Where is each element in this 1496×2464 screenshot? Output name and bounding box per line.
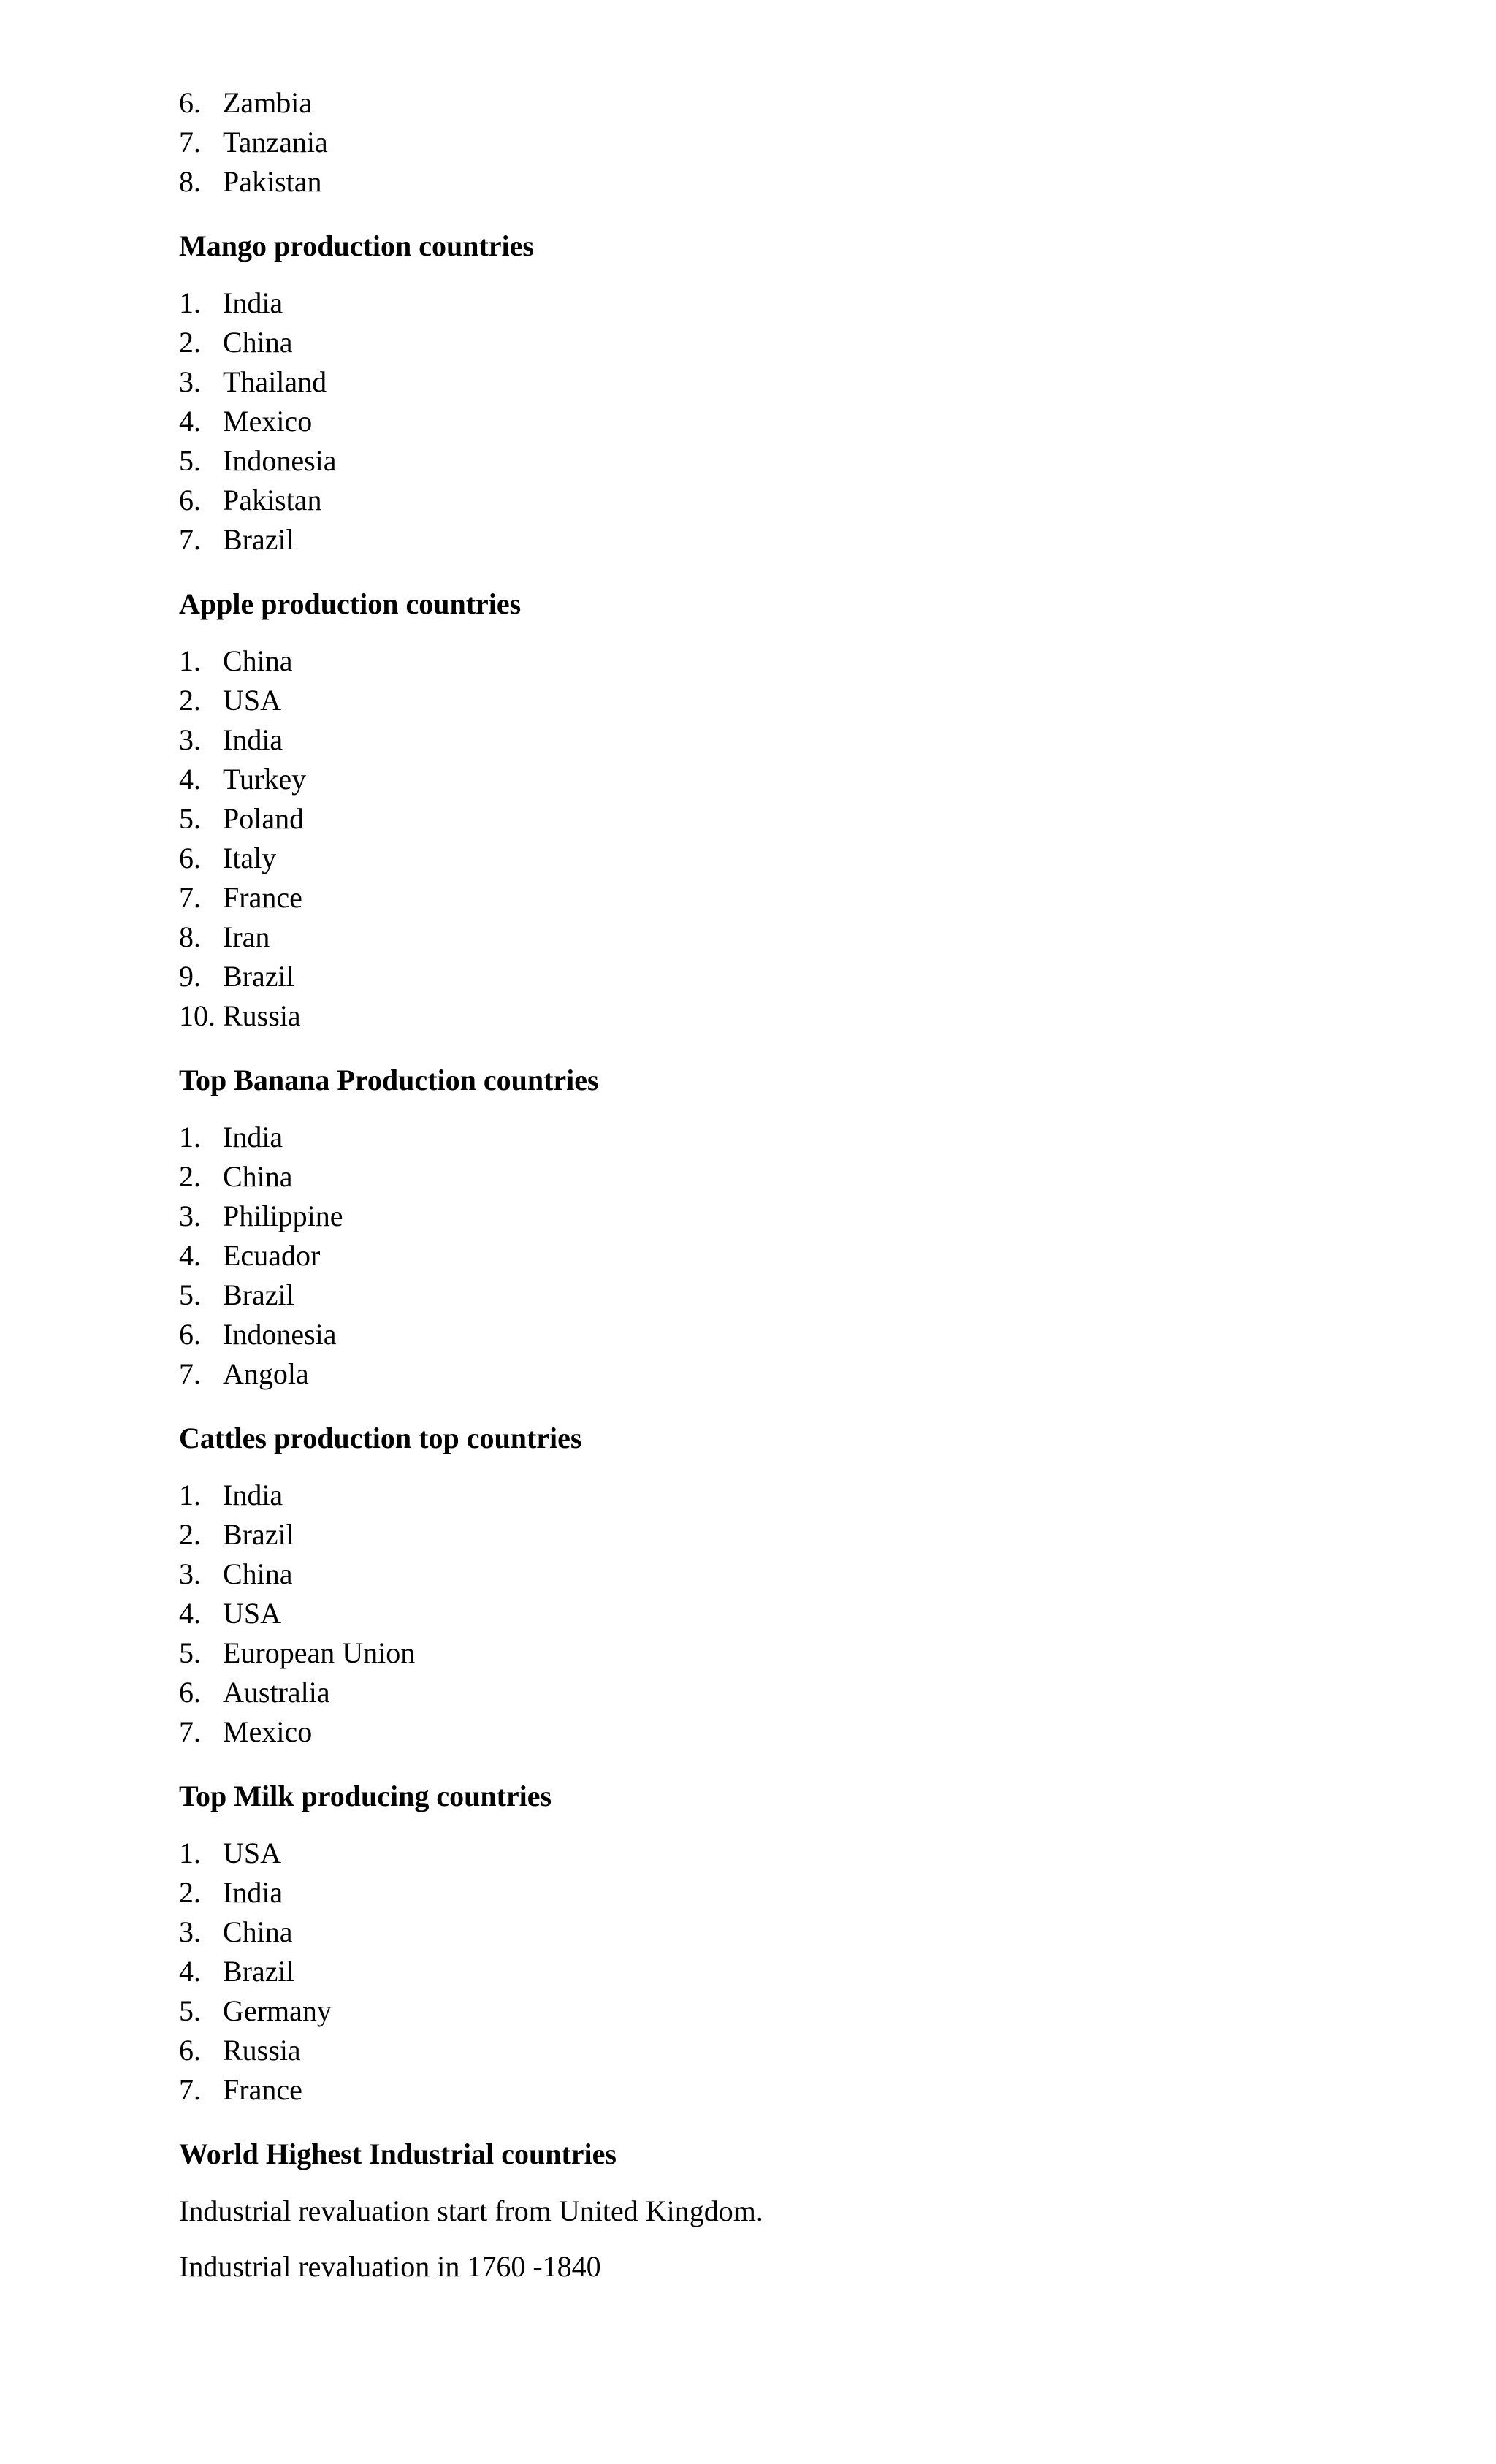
list-item-text: China [223, 1160, 293, 1193]
list-item [179, 1118, 1318, 1157]
list-item-text: Russia [223, 999, 301, 1032]
list-item [179, 1555, 1318, 1594]
list-item [179, 83, 1318, 123]
list-item [179, 520, 1318, 560]
list-item-text: China [223, 1557, 293, 1590]
list-item [179, 918, 1318, 957]
list-item [179, 1991, 1318, 2031]
list-section [179, 83, 1318, 226]
list-item-number: 5. [179, 1994, 201, 2027]
list-item [179, 720, 1318, 760]
list-item-text: Germany [223, 1994, 332, 2027]
list-item-text: Angola [223, 1357, 309, 1390]
document-page [179, 83, 1318, 2286]
list-item-number: 1. [179, 1479, 201, 1511]
list-item [179, 641, 1318, 681]
list-item-number: 5. [179, 1278, 201, 1311]
list-item-number: 3. [179, 1557, 201, 1590]
list-item-text: India [223, 1121, 283, 1153]
list-item-number: 5. [179, 802, 201, 835]
list-item-text: Tanzania [223, 126, 328, 159]
list-item-number: 7. [179, 126, 201, 159]
list-item-text: Mexico [223, 1715, 313, 1748]
list-item [179, 839, 1318, 878]
list-item-number: 2. [179, 1160, 201, 1193]
list-item-text: Russia [223, 2034, 301, 2067]
list-item [179, 2031, 1318, 2070]
list-item [179, 760, 1318, 799]
list-item-number: 2. [179, 1518, 201, 1551]
list-item-text: France [223, 881, 302, 914]
list-item-number: 1. [179, 1836, 201, 1869]
list-item-number: 3. [179, 1199, 201, 1232]
list-item-text: Italy [223, 842, 277, 874]
list-item [179, 1912, 1318, 1952]
list-item-number: 6. [179, 2034, 201, 2067]
list-item-text: Brazil [223, 960, 294, 993]
list-item-text: Iran [223, 920, 270, 953]
list-item-number: 7. [179, 523, 201, 556]
list-item-text: Pakistan [223, 165, 322, 198]
list-item-number: 7. [179, 1715, 201, 1748]
list-item [179, 996, 1318, 1036]
list-item-number: 4. [179, 1597, 201, 1630]
paragraph: Industrial revaluation in 1760 -1840 [179, 2250, 601, 2283]
list-item [179, 1275, 1318, 1315]
list-item [179, 1476, 1318, 1515]
section-heading: Top Milk producing countries [179, 1780, 552, 1812]
list-item-number: 10. [179, 999, 215, 1032]
list-item-text: India [223, 1479, 283, 1511]
list-item-text: India [223, 1876, 283, 1909]
list-item-text: USA [223, 684, 282, 717]
list-item-number: 3. [179, 365, 201, 398]
list-item [179, 1515, 1318, 1555]
list-item-text: Turkey [223, 763, 307, 796]
list-item [179, 1952, 1318, 1991]
list-item [179, 323, 1318, 362]
list-item-number: 4. [179, 1239, 201, 1272]
list-item [179, 1873, 1318, 1912]
list-item-number: 1. [179, 1121, 201, 1153]
list-item [179, 957, 1318, 996]
list-item [179, 1633, 1318, 1673]
list-item-text: China [223, 644, 293, 677]
section-heading: World Highest Industrial countries [179, 2137, 617, 2170]
list-item-number: 7. [179, 881, 201, 914]
list-item-number: 4. [179, 405, 201, 438]
list-item [179, 1834, 1318, 1873]
list-item [179, 1157, 1318, 1197]
list-item-number: 2. [179, 326, 201, 359]
list-item [179, 2070, 1318, 2110]
list-item-text: Poland [223, 802, 305, 835]
list-item-text: USA [223, 1597, 282, 1630]
list-item-number: 1. [179, 286, 201, 319]
list-item [179, 1712, 1318, 1752]
list-item-text: India [223, 723, 283, 756]
list-item-number: 6. [179, 1318, 201, 1351]
industrial-section [179, 2135, 1318, 2286]
list-item-text: European Union [223, 1636, 416, 1669]
list-item [179, 1197, 1318, 1236]
list-item-text: Thailand [223, 365, 327, 398]
list-item-number: 3. [179, 723, 201, 756]
list-item-text: China [223, 1915, 293, 1948]
list-item-number: 6. [179, 86, 201, 119]
list-item [179, 1673, 1318, 1712]
list-item-number: 5. [179, 1636, 201, 1669]
list-item [179, 1315, 1318, 1354]
list-item [179, 123, 1318, 162]
list-item-text: Brazil [223, 1278, 294, 1311]
list-item-text: Ecuador [223, 1239, 321, 1272]
list-item [179, 283, 1318, 323]
list-item-number: 2. [179, 1876, 201, 1909]
list-item-text: China [223, 326, 293, 359]
list-item [179, 402, 1318, 441]
section-heading: Mango production countries [179, 229, 534, 262]
section-heading: Top Banana Production countries [179, 1064, 599, 1096]
list-item [179, 1354, 1318, 1394]
list-item-number: 1. [179, 644, 201, 677]
list-item-text: Australia [223, 1676, 330, 1709]
list-item [179, 481, 1318, 520]
list-item-text: USA [223, 1836, 282, 1869]
list-item-text: France [223, 2073, 302, 2106]
list-item-number: 4. [179, 1955, 201, 1988]
list-item-text: Brazil [223, 1955, 294, 1988]
list-item [179, 441, 1318, 481]
list-item-number: 3. [179, 1915, 201, 1948]
list-item-text: Mexico [223, 405, 313, 438]
section-heading: Cattles production top countries [179, 1422, 582, 1454]
list-item-number: 2. [179, 684, 201, 717]
list-item-number: 4. [179, 763, 201, 796]
list-item-number: 9. [179, 960, 201, 993]
list-item [179, 1594, 1318, 1633]
list-item-text: Indonesia [223, 444, 337, 477]
list-section [179, 1061, 1318, 1419]
list-section [179, 584, 1318, 1061]
list-item-text: Brazil [223, 523, 294, 556]
list-section [179, 1777, 1318, 2135]
list-item [179, 799, 1318, 839]
list-item [179, 878, 1318, 918]
list-item-number: 6. [179, 842, 201, 874]
list-item-number: 7. [179, 1357, 201, 1390]
sections-container [179, 83, 1318, 2135]
list-item-text: Brazil [223, 1518, 294, 1551]
list-item-text: India [223, 286, 283, 319]
list-item [179, 1236, 1318, 1275]
list-item [179, 362, 1318, 402]
paragraph: Industrial revaluation start from United Kingdom. [179, 2194, 763, 2227]
list-section [179, 1419, 1318, 1777]
list-item [179, 162, 1318, 202]
list-item [179, 681, 1318, 720]
list-item-number: 5. [179, 444, 201, 477]
list-item-number: 8. [179, 920, 201, 953]
section-heading: Apple production countries [179, 587, 522, 620]
list-item-number: 6. [179, 1676, 201, 1709]
list-item-text: Zambia [223, 86, 313, 119]
list-item-text: Philippine [223, 1199, 343, 1232]
list-item-text: Pakistan [223, 484, 322, 516]
list-item-number: 7. [179, 2073, 201, 2106]
list-item-text: Indonesia [223, 1318, 337, 1351]
list-section [179, 226, 1318, 584]
list-item-number: 6. [179, 484, 201, 516]
list-item-number: 8. [179, 165, 201, 198]
